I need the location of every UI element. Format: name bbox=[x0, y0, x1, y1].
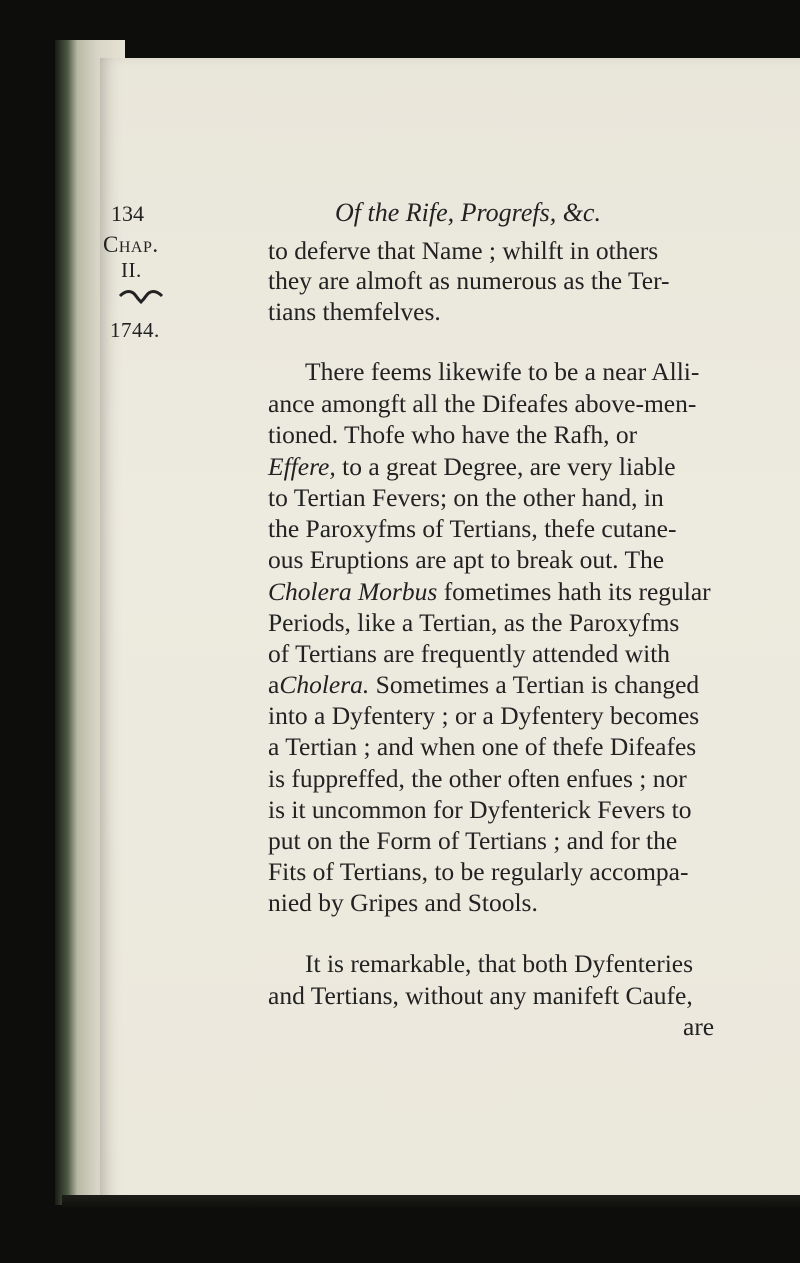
text-line: to Tertian Fevers; on the other hand, in bbox=[268, 483, 664, 512]
text-line: aCholera. Sometimes a Tertian is changed bbox=[268, 670, 700, 699]
text-line: Effere, to a great Degree, are very liable bbox=[268, 452, 676, 481]
text-line: they are almoft as numerous as the Ter- bbox=[268, 266, 670, 295]
margin-chapter: Chap. bbox=[103, 232, 159, 257]
text-line: a Tertian ; and when one of thefe Difeafes bbox=[268, 732, 697, 761]
text-line: nied by Gripes and Stools. bbox=[268, 888, 538, 917]
text-line: tioned. Thofe who have the Rafh, or bbox=[268, 420, 638, 449]
running-head: Of the Rife, Progrefs, &c. bbox=[335, 198, 601, 227]
text-line: into a Dyfentery ; or a Dyfentery becomes bbox=[268, 701, 700, 730]
text-line: of Tertians are frequently attended with bbox=[268, 639, 671, 668]
text-line: It is remarkable, that both Dyfenteries bbox=[305, 949, 694, 978]
page-number: 134 bbox=[111, 201, 144, 226]
catchword: are bbox=[683, 1012, 715, 1041]
text-line: Periods, like a Tertian, as the Paroxyfms bbox=[268, 608, 680, 637]
margin-year: 1744. bbox=[110, 318, 160, 342]
text-line: to deferve that Name ; whilft in others bbox=[268, 236, 659, 265]
text-line: the Paroxyfms of Tertians, thefe cutane- bbox=[268, 514, 677, 543]
text-line: There feems likewife to be a near Alli- bbox=[305, 357, 700, 386]
margin-chapter-number: II. bbox=[121, 258, 142, 282]
text-line: is it uncommon for Dyfenterick Fevers to bbox=[268, 795, 692, 824]
text-line: Fits of Tertians, to be regularly accompa- bbox=[268, 857, 689, 886]
text-line: tians themfelves. bbox=[268, 297, 441, 326]
text-line: put on the Form of Tertians ; and for the bbox=[268, 826, 678, 855]
text-line: and Tertians, without any manifeft Caufe, bbox=[268, 981, 693, 1010]
text-line: ance amongft all the Difeafes above-men- bbox=[268, 389, 697, 418]
text-line: is fuppreffed, the other often enfues ; nor bbox=[268, 764, 687, 793]
text-line: Cholera Morbus fometimes hath its regular bbox=[268, 577, 711, 606]
text-line: ous Eruptions are apt to break out. The bbox=[268, 545, 665, 574]
page-shadow bbox=[62, 1195, 800, 1209]
brace-ornament-icon bbox=[118, 288, 164, 304]
